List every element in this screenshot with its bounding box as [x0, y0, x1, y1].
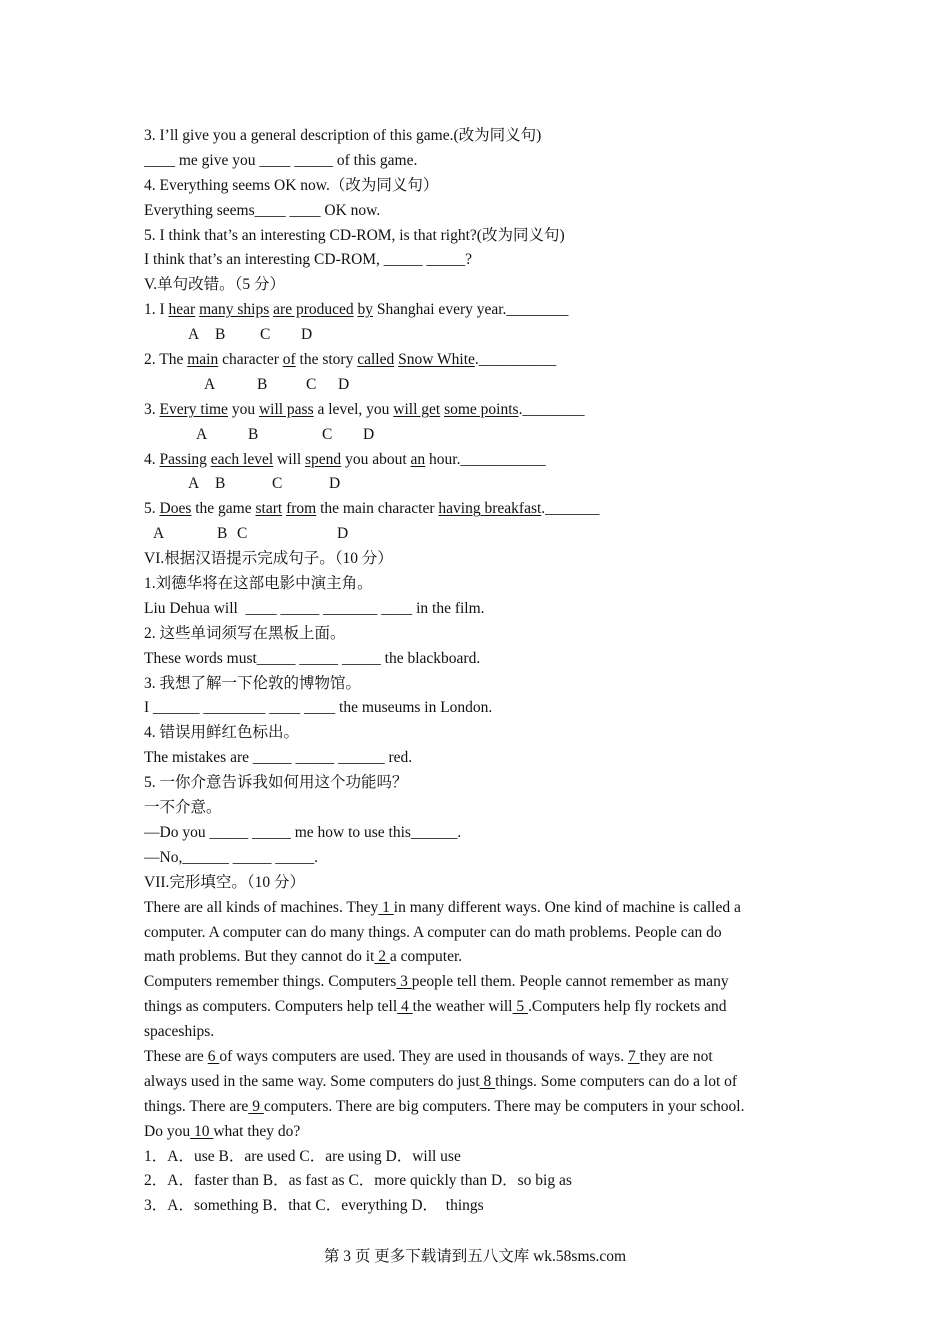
translate-answer-3: I ______ ________ ____ ____ the museums in London.: [144, 699, 493, 717]
translate-prompt-5-reply: 一不介意。: [144, 799, 222, 817]
translate-answer-4: The mistakes are _____ _____ ______ red.: [144, 749, 413, 767]
translate-answer-5b: —No,______ _____ _____.: [144, 848, 318, 866]
rewrite-answer-3: ____ me give you ____ _____ of this game.: [144, 151, 418, 169]
page-footer: 第 3 页 更多下载请到五八文库 wk.58sms.com: [323, 1248, 627, 1265]
cloze-line-4: Computers remember things. Computers 3 people tell them. People cannot remember as many: [144, 973, 729, 991]
cloze-line-8: always used in the same way. Some computers do just 8 things. Some computers can do a lot of: [144, 1072, 738, 1090]
translate-prompt-2: 2. 这些单词须写在黑板上面。: [144, 624, 346, 642]
cloze-option-2: 2．A．faster than B．as fast as C．more quickly than D．so big as: [144, 1172, 572, 1190]
rewrite-question-5: 5. I think that’s an interesting CD-ROM, is that right?(改为同义句): [144, 226, 565, 244]
error-sentence-2: 2. The main character of the story called Snow White.__________: [144, 351, 557, 369]
cloze-line-5: things as computers. Computers help tell 4 the weather will 5 .Computers help fly rockets and: [144, 998, 727, 1016]
rewrite-question-3: 3. I’ll give you a general description of this game.(改为同义句): [144, 127, 542, 144]
translate-prompt-1: 1.刘德华将在这部电影中演主角。: [144, 575, 373, 593]
cloze-line-2: computer. A computer can do many things. A computer can do math problems. People can do: [144, 923, 722, 941]
cloze-option-3: 3．A．something B．that C．everything D． things: [144, 1197, 484, 1215]
worksheet-page: [144, 124, 804, 1219]
error-labels-5: A B C D: [153, 525, 349, 543]
error-labels-2: A B C D: [204, 375, 350, 393]
cloze-line-1: There are all kinds of machines. They 1 in many different ways. One kind of machine is called a: [144, 898, 741, 916]
error-sentence-3: 3. Every time you will pass a level, you will get some points.________: [144, 400, 585, 418]
error-labels-4: A B C D: [188, 475, 341, 493]
cloze-line-7: These are 6 of ways computers are used. They are used in thousands of ways. 7 they are not: [144, 1047, 713, 1065]
section-5-heading: V.单句改错。（5 分）: [144, 276, 285, 294]
rewrite-answer-5: I think that’s an interesting CD-ROM, _____ _____?: [144, 251, 473, 269]
error-labels-1: A B C D: [188, 326, 313, 344]
cloze-line-6: spaceships.: [144, 1023, 215, 1041]
translate-answer-1: Liu Dehua will ____ _____ _______ ____ in the film.: [144, 599, 485, 617]
error-sentence-4: 4. Passing each level will spend you about an hour.___________: [144, 450, 546, 468]
cloze-line-9: things. There are 9 computers. There are big computers. There may be computers in your school.: [144, 1097, 745, 1115]
rewrite-question-4: 4. Everything seems OK now.（改为同义句）: [144, 176, 439, 194]
translate-prompt-4: 4. 错误用鲜红色标出。: [144, 724, 300, 742]
translate-prompt-5: 5. 一你介意告诉我如何用这个功能吗？: [144, 774, 408, 792]
translate-prompt-3: 3. 我想了解一下伦敦的博物馆。: [144, 674, 362, 692]
section-6-heading: VI.根据汉语提示完成句子。（10 分）: [144, 550, 393, 568]
error-labels-3: A B C D: [196, 425, 375, 443]
error-sentence-1: 1. I hear many ships are produced by Shanghai every year.________: [144, 301, 569, 319]
cloze-option-1: 1．A．use B．are used C．are using D．will use: [144, 1147, 461, 1165]
cloze-line-3: math problems. But they cannot do it 2 a computer.: [144, 948, 463, 966]
translate-answer-5a: —Do you _____ _____ me how to use this______.: [144, 823, 462, 841]
rewrite-answer-4: Everything seems____ ____ OK now.: [144, 201, 381, 219]
error-sentence-5: 5. Does the game start from the main character having breakfast._______: [144, 500, 600, 518]
translate-answer-2: These words must_____ _____ _____ the blackboard.: [144, 649, 481, 667]
cloze-line-10: Do you 10 what they do?: [144, 1122, 301, 1140]
section-7-heading: VII.完形填空。（10 分）: [144, 873, 306, 891]
